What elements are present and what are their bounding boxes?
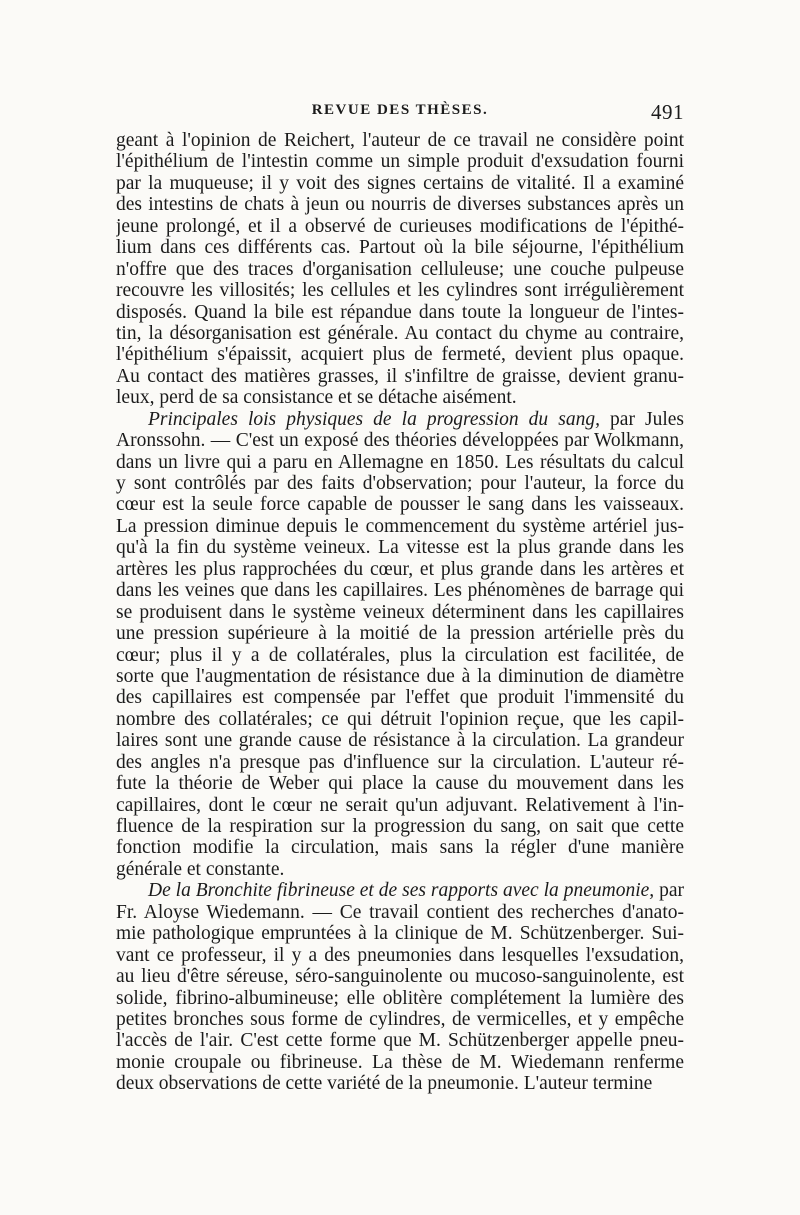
text-line: des intestins de chats à jeun ou nourris de diverses substances après un	[116, 194, 684, 216]
text-line: Aronssohn. — C'est un exposé des théories développées par Wolkmann,	[116, 430, 684, 452]
text-line: par la muqueuse; il y voit des signes certains de vitalité. Il a examiné	[116, 172, 684, 194]
text-line: l'épithélium de l'intestin comme un simple produit d'exsudation fourni	[116, 151, 684, 173]
text-line: leux, perd de sa consistance et se détache aisément.	[116, 387, 517, 409]
text-line: fonction modifie la circulation, mais sans la régler d'une manière	[116, 837, 684, 859]
text-line: générale et constante.	[116, 858, 285, 880]
text-line: petites bronches sous forme de cylindres, de vermicelles, et y empêche	[116, 1008, 684, 1030]
text-line: tin, la désorganisation est générale. Au contact du chyme au contraire,	[116, 322, 684, 344]
text-line: une pression supérieure à la moitié de la pression artérielle près du	[116, 623, 684, 645]
text-line: laires sont une grande cause de résistance à la circulation. La grandeur	[116, 730, 684, 752]
text-line: recouvre les villosités; les cellules et les cylindres sont irrégulièrement	[116, 280, 684, 302]
text-line: au lieu d'être séreuse, séro-sanguinolente ou mucoso-sanguinolente, est	[116, 966, 684, 988]
text-line: n'offre que des traces d'organisation celluleuse; une couche pulpeuse	[116, 258, 684, 280]
text-line: La pression diminue depuis le commencement du système artériel jus-	[116, 515, 684, 537]
text-line: jeune prolongé, et il a observé de curieuses modifications de l'épithé-	[116, 215, 684, 237]
text-line: nombre des collatérales; ce qui détruit l'opinion reçue, que les capil-	[116, 708, 684, 730]
text-line: capillaires, dont le cœur ne serait qu'un adjuvant. Relativement à l'in-	[116, 794, 684, 816]
text-line: geant à l'opinion de Reichert, l'auteur de ce travail ne considère point	[116, 130, 684, 151]
text-line: fluence de la respiration sur la progression du sang, on sait que cette	[116, 816, 684, 837]
page-header	[116, 100, 684, 130]
text-line: fute la théorie de Weber qui place la cause du mouvement dans les	[116, 773, 684, 795]
text-line: l'épithélium s'épaissit, acquiert plus de fermeté, devient plus opaque.	[116, 344, 684, 366]
text-line: des capillaires est compensée par l'effet que produit l'immensité du	[116, 687, 684, 709]
text-line: qu'à la fin du système veineux. La vitesse est la plus grande dans les	[116, 537, 684, 559]
text-line: y sont contrôlés par des faits d'observation; pour l'auteur, la force du	[116, 473, 684, 494]
text-line: des angles n'a presque pas d'influence sur la circulation. L'auteur ré-	[116, 751, 684, 773]
text-line: De la Bronchite fibrineuse et de ses rapports avec la pneumonie, par	[148, 880, 684, 902]
text-line: dans un livre qui a paru en Allemagne en 1850. Les résultats du calcul	[116, 451, 684, 473]
text-line: sorte que l'augmentation de résistance due à la diminution de diamètre	[116, 665, 684, 687]
text-line: Fr. Aloyse Wiedemann. — Ce travail contient des recherches d'anato-	[116, 901, 684, 923]
text-line: artères les plus rapprochées du cœur, et plus grande dans les artères et	[116, 558, 684, 580]
text-line: l'accès de l'air. C'est cette forme que M. Schützenberger appelle pneu-	[116, 1030, 684, 1052]
text-line: vant ce professeur, il y a des pneumonies dans lesquelles l'exsudation,	[116, 944, 684, 966]
text-line: disposés. Quand la bile est répandue dans toute la longueur de l'intes-	[116, 301, 684, 323]
text-line: solide, fibrino-albumineuse; elle oblitère complétement la lumière des	[116, 987, 684, 1009]
text-line: mie pathologique empruntées à la clinique de M. Schützenberger. Sui-	[116, 923, 684, 945]
text-line: monie croupale ou fibrineuse. La thèse de M. Wiedemann renferme	[116, 1051, 684, 1073]
text-line: Au contact des matières grasses, il s'infiltre de graisse, devient granu-	[116, 365, 684, 387]
text-line: cœur; plus il y a de collatérales, plus la circulation est facilitée, de	[116, 644, 684, 666]
page-number: 491	[651, 100, 684, 124]
section-title: De la Bronchite fibrineuse et de ses rapports avec la pneumonie,	[148, 880, 655, 902]
text-line: deux observations de cette variété de la pneumonie. L'auteur termine	[116, 1073, 653, 1095]
text-line: Principales lois physiques de la progression du sang, par Jules	[148, 408, 684, 430]
running-head: REVUE DES THÈSES.	[311, 102, 489, 118]
text-line: lium dans ces différents cas. Partout où la bile séjourne, l'épithélium	[116, 237, 684, 259]
body-text	[116, 130, 684, 1095]
section-title: Principales lois physiques de la progression du sang,	[148, 408, 600, 430]
text-line: dans les veines que dans les capillaires. Les phénomènes de barrage qui	[116, 580, 684, 602]
text-line: se produisent dans le système veineux déterminent dans les capillaires	[116, 601, 684, 623]
text-line: cœur est la seule force capable de pousser le sang dans les vaisseaux.	[116, 494, 684, 516]
